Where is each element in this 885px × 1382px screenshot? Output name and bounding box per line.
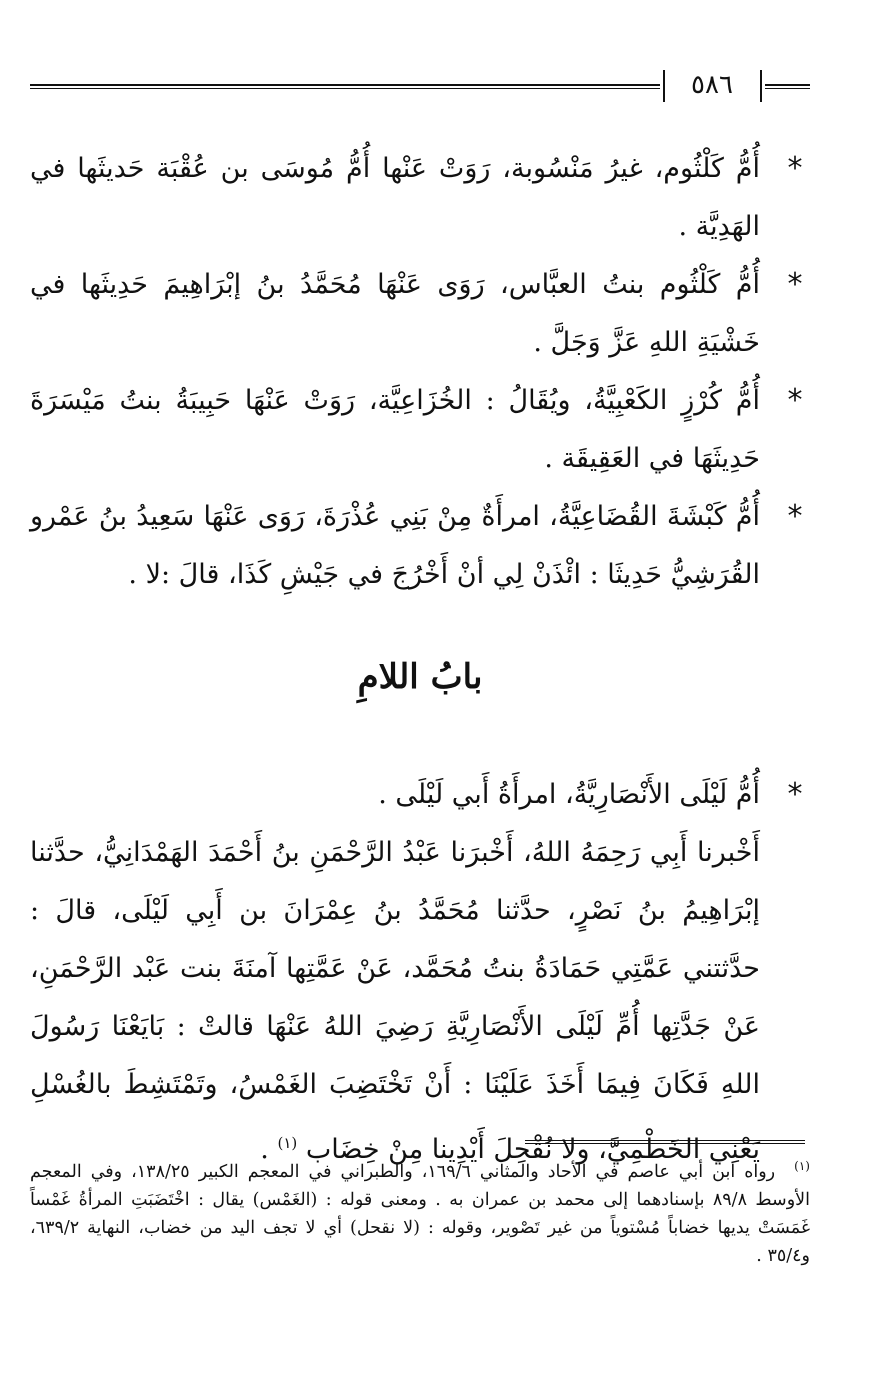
entry-bullet-icon: * [787, 267, 803, 302]
header-divider-left [663, 70, 665, 102]
footnote-reference[interactable]: (١) [277, 1134, 298, 1152]
footnote [30, 1152, 810, 1270]
entry-bullet-icon: * [787, 777, 803, 812]
entry-umm-kurz [30, 372, 810, 488]
entry-text: أُمُّ كَبْشَةَ القُضَاعِيَّةُ، امرأَةٌ مِنْ بَنِي عُذْرَةَ، رَوَى عَنْهَا سَعِيدُ بنُ عَمْرو القُرَشِيُّ حَدِيثَا : ائْذَنْ لِي أنْ أَخْرُجَ في جَيْشِ كَذَا، قالَ :لا . [30, 501, 760, 590]
main-text [30, 140, 810, 1179]
footnote-marker: (١) [794, 1159, 810, 1173]
entry-umm-kalthum [30, 140, 810, 256]
page-header [30, 68, 810, 102]
narration-text: أَخْبرنا أَبِي رَحِمَهُ اللهُ، أَخْبرَنا عَبْدُ الرَّحْمَنِ بنُ أَحْمَدَ الهَمْدَانِيُّ، حدَّثنا إبْرَاهِيمُ بنُ نَصْرٍ، حدَّثنا مُحَمَّدُ بنُ عِمْرَانَ بن أَبِي لَيْلَى، قالَ : حدَّثتني عَمَّتِي حَمَادَةُ بنتُ مُحَمَّد، عَنْ عَمَّتِها آمنَةَ بنت عَبْد الرَّحْمَنِ، عَنْ جَدَّتِها أُمِّ لَيْلَى الأَنْصَارِيَّةِ رَضِيَ اللهُ عَنْهَا قالتْ : بَايَعْنَا رَسُولَ اللهِ فَكَانَ فِيمَا أَخَذَ عَلَيْنَا : أَنْ تَخْتَضِبَ الغَمْسُ، وتَمْتَشِطَ بالغُسْلِ يَعْنِي الخَطْمِيَّ، ولا نُقْحِلَ أَيْدِينا مِنْ خِضَاب [30, 837, 760, 1165]
entry-text: أُمُّ كَلْثُوم، غيرُ مَنْسُوبة، رَوَتْ عَنْها أُمُّ مُوسَى بن عُقْبَة حَديثَها في الهَدِيَّة . [30, 153, 760, 242]
footnote-separator [525, 1140, 805, 1144]
entry-text: أُمُّ لَيْلَى الأَنْصَارِيَّةُ، امرأَةُ أَبي لَيْلَى . [378, 779, 760, 810]
entry-text: أُمُّ كُرْزٍ الكَعْبِيَّةُ، ويُقَالُ : الخُزَاعِيَّة، رَوَتْ عَنْهَا حَبِيبَةُ بنتُ مَيْسَرَةَ حَدِيثَهَا في العَقِيقَة . [30, 385, 760, 474]
entry-umm-kalthum-bint-abbas [30, 256, 810, 372]
header-divider-right [760, 70, 762, 102]
header-rule-right [765, 84, 810, 89]
entry-bullet-icon: * [787, 151, 803, 186]
footnote-text: رواه ابن أبي عاصم في الأحاد والمثاني ١٦٩/٦، والطبراني في المعجم الكبير ١٣٨/٢٥، وفي المعجم الأوسط ٨٩/٨ بإسنادهما إلى محمد بن عمران به . ومعنى قوله : (الغَمْس) يقال : اخْتَضَبَتِ المرأةُ غَمْساً غَمَسَتْ يديها خضاباً مُسْتوياً من غير تَصْوير، وقوله : (لا نقحل) أي لا تجف اليد من خضاب، النهاية ٦٣٩/٢، و٣٥/٤ . [30, 1161, 810, 1266]
entry-text: أُمُّ كَلْثُوم بنتُ العبَّاس، رَوَى عَنْهَا مُحَمَّدُ بنُ إبْرَاهِيمَ حَدِيثَها في خَشْيَةِ اللهِ عَزَّ وَجَلَّ . [30, 269, 760, 358]
entry-umm-layla [30, 766, 810, 824]
entry-bullet-icon: * [787, 383, 803, 418]
entry-umm-kabsha [30, 488, 810, 604]
header-rule-left [30, 84, 660, 89]
section-title: بابُ اللامِ [357, 657, 483, 697]
narration-paragraph [30, 824, 810, 1179]
entry-bullet-icon: * [787, 499, 803, 534]
page-number: ٥٨٦ [691, 70, 733, 100]
narration-end: . [260, 1134, 269, 1165]
